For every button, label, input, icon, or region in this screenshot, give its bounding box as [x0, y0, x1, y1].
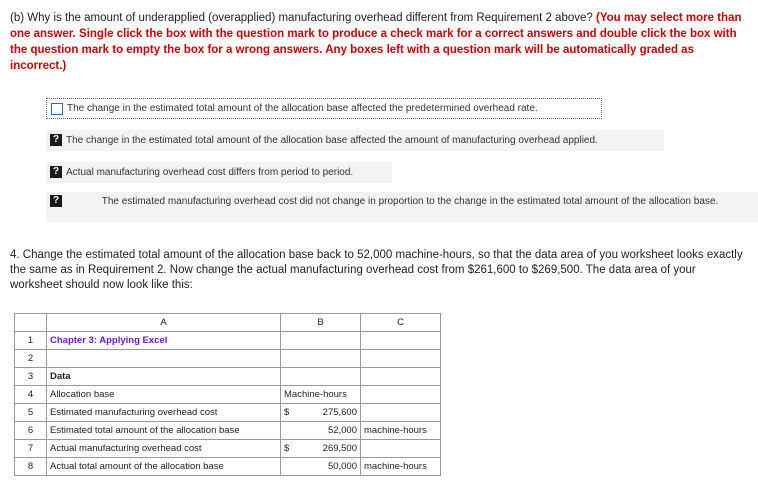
question-instruction: (You may select more than one answer. Single click the box with the question mark to produce a check mark for a correct answers and double click the box with the question mark to empty the box for a wrong answers. Any boxes left with a question mark will be automatically graded as incorrect.) — [10, 12, 742, 72]
cell-value: 275,600 — [322, 407, 357, 418]
currency-symbol: $ — [284, 407, 290, 418]
row-number: 4 — [15, 386, 47, 404]
answer-option-label: The estimated manufacturing overhead cost did not change in proportion to the change in the estimated total amount of the allocation base. — [101, 196, 719, 207]
cell-c — [361, 404, 441, 422]
table-row — [15, 404, 441, 422]
cell-a: Estimated total amount of the allocation base — [47, 422, 281, 440]
row-number: 7 — [15, 440, 47, 458]
cell-a — [47, 350, 281, 368]
row-number: 5 — [15, 404, 47, 422]
row-number: 6 — [15, 422, 47, 440]
answer-option-label: The change in the estimated total amount of the allocation base affected the predetermined overhead rate. — [67, 103, 538, 114]
cell-a: Actual manufacturing overhead cost — [47, 440, 281, 458]
cell-b — [281, 350, 361, 368]
cell-a: Allocation base — [47, 386, 281, 404]
corner-cell — [15, 314, 47, 332]
row-number: 3 — [15, 368, 47, 386]
question-prompt: (b) Why is the amount of underapplied (overapplied) manufacturing overhead different from Requirement 2 above? — [10, 12, 593, 24]
cell-c — [361, 332, 441, 350]
question-mark-box[interactable]: ? — [50, 166, 62, 178]
cell-a: Data — [47, 368, 281, 386]
cell-c — [361, 440, 441, 458]
row-number: 1 — [15, 332, 47, 350]
cell-b: Machine-hours — [281, 386, 361, 404]
table-row — [15, 368, 441, 386]
column-header-a: A — [47, 314, 281, 332]
cell-c: machine-hours — [361, 422, 441, 440]
row-number: 8 — [15, 458, 47, 476]
cell-b — [281, 368, 361, 386]
answer-option-1[interactable] — [46, 98, 602, 119]
answer-option-3[interactable] — [46, 162, 392, 183]
table-row — [15, 458, 441, 476]
cell-a: Estimated manufacturing overhead cost — [47, 404, 281, 422]
cell-b — [281, 332, 361, 350]
answer-option-4[interactable] — [46, 192, 758, 222]
cell-b — [281, 404, 361, 422]
cell-b: 50,000 — [281, 458, 361, 476]
question-text — [10, 10, 750, 74]
row-number: 2 — [15, 350, 47, 368]
requirement-4-text: 4. Change the estimated total amount of the allocation base back to 52,000 machine-hours, so that the data area of you worksheet looks exactly the same as in Requirement 2. Now change the actual manufacturing overhead cost from $261,600 to $269,500. The data area of your worksheet should now look like this: — [10, 249, 743, 291]
cell-value: 269,500 — [322, 443, 357, 454]
question-mark-box[interactable]: ? — [50, 195, 62, 207]
worksheet-table — [14, 313, 441, 476]
answer-option-label: Actual manufacturing overhead cost differs from period to period. — [66, 167, 354, 178]
answer-option-label: The change in the estimated total amount of the allocation base affected the amount of manufacturing overhead applied. — [66, 135, 598, 146]
cell-c — [361, 386, 441, 404]
table-row — [15, 422, 441, 440]
table-row — [15, 440, 441, 458]
answer-option-2[interactable] — [46, 130, 664, 151]
cell-c — [361, 350, 441, 368]
checkbox-empty[interactable] — [51, 103, 63, 115]
question-mark-box[interactable]: ? — [50, 134, 62, 146]
cell-b — [281, 440, 361, 458]
column-header-row — [15, 314, 441, 332]
cell-c: machine-hours — [361, 458, 441, 476]
table-row — [15, 350, 441, 368]
table-row — [15, 386, 441, 404]
currency-symbol: $ — [284, 443, 290, 454]
cell-c — [361, 368, 441, 386]
column-header-b: B — [281, 314, 361, 332]
column-header-c: C — [361, 314, 441, 332]
cell-a: Actual total amount of the allocation base — [47, 458, 281, 476]
cell-a: Chapter 3: Applying Excel — [47, 332, 281, 350]
cell-b: 52,000 — [281, 422, 361, 440]
table-row — [15, 332, 441, 350]
